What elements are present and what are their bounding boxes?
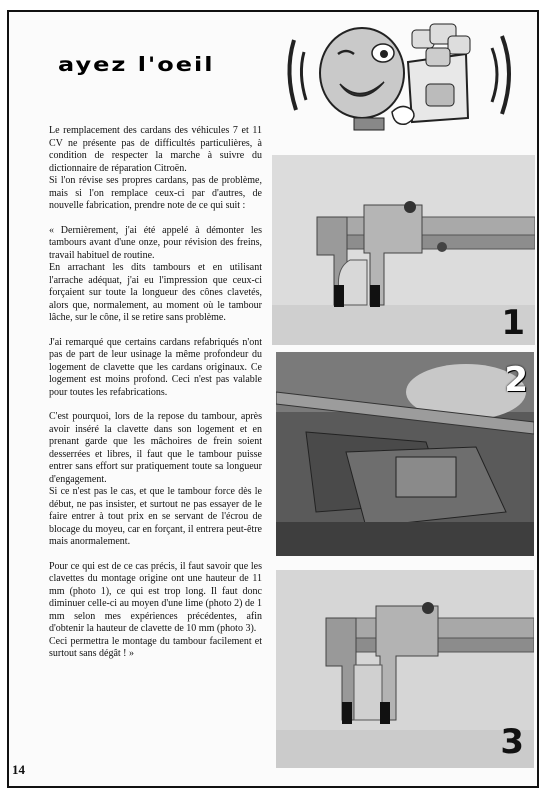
photo-number-1: 1 <box>501 303 525 343</box>
paragraph-note: Si l'on révise ses propres cardans, pas de problème, mais si l'on remplace ceux-ci par d'autres, de nouvelle fabrication, prendre note de ce qui suit : <box>49 175 262 211</box>
paragraph-remark: J'ai remarqué que certains cardans refabriqués n'ont pas de part de leur usinage la même profondeur du logement de clavette que les cardans originaux. Ce logement est moins profond. Ceci n'est pas valable pour toutes les refabrications. <box>49 336 262 398</box>
photo-caliper-1 <box>272 155 535 345</box>
paragraph-intro: Le remplacement des cardans des véhicules 7 et 11 CV ne présente pas de difficultés particulières, à condition de respecter la marche à suivre du dictionnaire de réparation Citroën. <box>49 125 262 174</box>
paragraph-quote-start: « Dernièrement, j'ai été appelé à démonter les tambours avant d'une onze, pour révision des freins, travail habituel de routine. <box>49 224 262 261</box>
paragraph-conclusion: Ceci permettra le montage du tambour facilement et surtout sans dégât ! » <box>49 635 262 659</box>
article-text <box>49 125 262 661</box>
photo-number-2: 2 <box>504 360 528 400</box>
paragraph-removal: En arrachant les dits tambours et en utilisant l'arrache adéquat, j'ai eu l'impression que ceux-ci forçaient sur toute la longueur des cônes clavetés, alors que, normalement, au moment où le tambour lâche, sur le cône, il se retire sans problème. <box>49 262 262 323</box>
page-number: 14 <box>12 762 25 777</box>
paragraph-reassembly: C'est pourquoi, lors de la repose du tambour, après avoir inséré la clavette dans son logement et en prenant garde que les mâchoires de frein soient desserrées et libres, il faut que le tambour puisse entrer sans effort sur pratiquement toute sa longueur d'engagement. <box>49 411 262 485</box>
photo-file-2 <box>276 352 534 556</box>
page-title: ayez l'oeil <box>58 53 215 76</box>
mascot-illustration <box>280 18 525 138</box>
paragraph-warning: Si ce n'est pas le cas, et que le tambour force dès le début, ne pas insister, et surtout ne pas essayer de le faire entrer à tout prix en se servant de l'écrou de blocage du moyeu, car en forçant, il entrera peut-être mais anormalement. <box>49 486 262 547</box>
photo-caliper-3 <box>276 570 534 768</box>
photo-number-3: 3 <box>500 722 524 762</box>
paragraph-measure: Pour ce qui est de ce cas précis, il faut savoir que les clavettes du montage origine ont une hauteur de 11 mm (photo 1), ce qui est trop long. Il faut donc diminuer celle-ci au moyen d'une lime (photo 2) de 1 mm selon mes expériences précédentes, afin d'obtenir la hauteur de clavette de 10 mm (photo 3). <box>49 560 262 634</box>
